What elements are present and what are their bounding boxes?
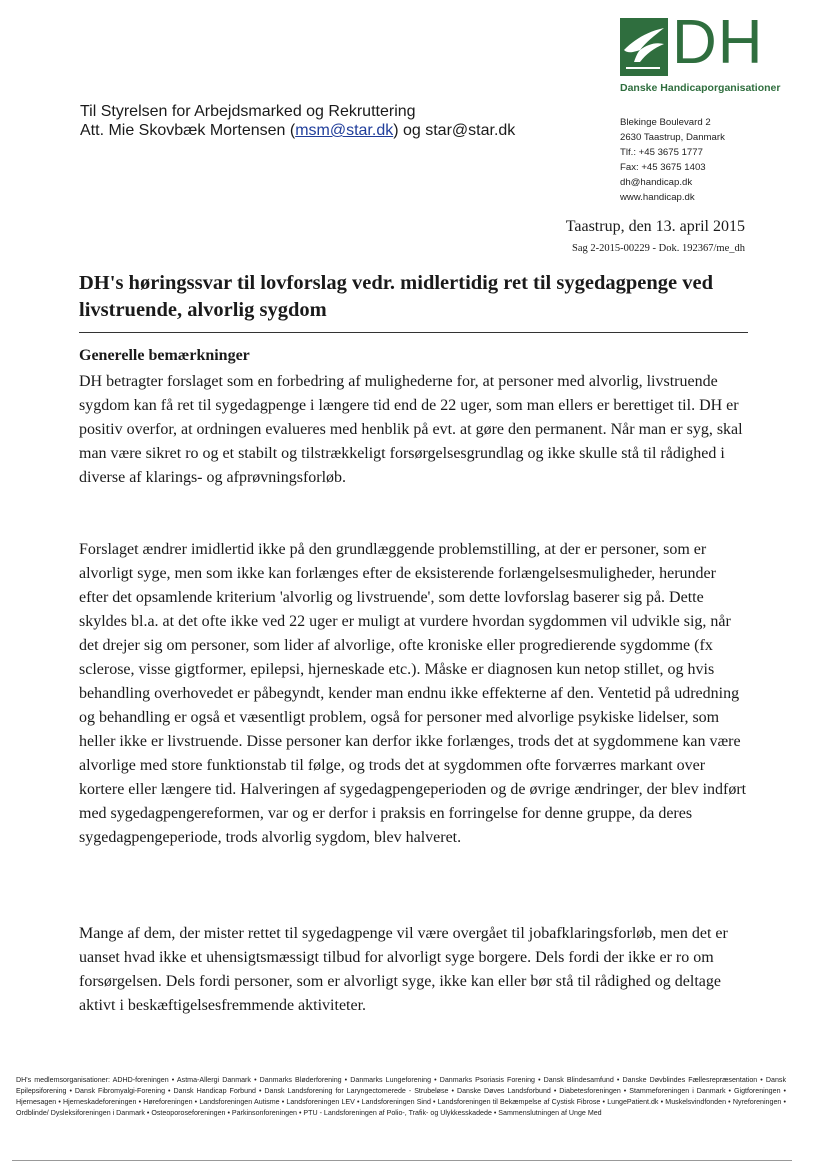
- logo-org-name: Danske Handicaporganisationer: [620, 82, 781, 94]
- recipient-email-link[interactable]: msm@star.dk: [295, 122, 394, 139]
- contact-web: www.handicap.dk: [620, 192, 695, 203]
- section-heading: Generelle bemærkninger: [79, 347, 250, 364]
- member-organisations-footer: DH's medlemsorganisationer: ADHD-foreningen • Astma-Allergi Danmark • Danmarks Bløderforening • Danmarks Lungeforening • Danmarks Psoriasis Forening • Dansk Blindesamfund • Danske Døvblindes Fællesrepræsentation • Dansk Epilepsiforening • Dansk Fibromyalgi-Forening • Dansk Handicap Forbund • Dansk Landsforening for Laryngectomerede - Strubeløse • Danske Døves Landsforbund • Diabetesforeningen • Stammeforeningen i Danmark • Gigtforeningen • Hjernesagen • Hjerneskadeforeningen • Høreforeningen • Landsforeningen Autisme • Landsforeningen LEV • Landsforeningen Sind • Landsforeningen til Bekæmpelse af Cystisk Fibrose • LungePatient.dk • Muskelsvindfonden • Nyreforeningen • Ordblinde/ Dysleksiforeningen i Danmark • Osteoporoseforeningen • Parkinsonforeningen • PTU - Landsforeningen af Polio-, Trafik- og Ulykkesskadede • Sammenslutningen af Unge Med: [16, 1076, 786, 1117]
- case-reference: Sag 2-2015-00229 - Dok. 192367/me_dh: [572, 243, 745, 254]
- logo-letters: DH: [672, 8, 764, 77]
- recipient-line-2-prefix: Att. Mie Skovbæk Mortensen (: [80, 122, 296, 139]
- body-paragraph-1: DH betragter forslaget som en forbedring af mulighederne for, at personer med alvorlig, livstruende sygdom kan få ret til sygedagpenge i længere tid end de 22 uger, som man ellers er berettiget til. DH er positiv overfor, at ordningen evalueres med henblik på evt. at gøre den permanent. Når man er syg, skal man være sikret ro og et stabilt og tilstrækkeligt forsørgelsesgrundlag og ikke skulle stå til rådighed i diverse af klarings- og afprøvningsforløb.: [79, 373, 743, 486]
- recipient-line-1: Til Styrelsen for Arbejdsmarked og Rekruttering: [80, 103, 416, 120]
- recipient-line-2: [80, 121, 515, 140]
- logo-mark-icon: [620, 18, 668, 76]
- letter-date: Taastrup, den 13. april 2015: [565, 218, 745, 235]
- contact-block: [620, 115, 725, 205]
- contact-city: 2630 Taastrup, Danmark: [620, 132, 725, 143]
- contact-fax: Fax: +45 3675 1403: [620, 162, 706, 173]
- body-paragraph-2: Forslaget ændrer imidlertid ikke på den grundlæggende problemstilling, at der er personer, som er alvorligt syge, men som ikke kan forlænges efter de eksisterende forlængelsesmuligheder, herunder efter det opsamlende kriterium 'alvorlig og livstruende', som dette lovforslag baserer sig på. Dette skyldes bl.a. at det ofte ikke ved 22 uger er muligt at vurdere hvordan sygdommen vil udvikle sig, når det drejer sig om personer, som lider af alvorlige, ofte kroniske eller progredierende sygdomme (fx sclerose, visse gigtformer, epilepsi, hjerneskade etc.). Måske er diagnosen kun netop stillet, og hvis behandling overhovedet er påbegyndt, kender man endnu ikke effekterne af den. Ventetid på udredning og behandling er også et væsentligt problem, også for personer med alvorlige psykiske lidelser, som heller ikke er livstruende. Disse personer kan derfor ikke forlænges, trods det at sygdommene kan være alvorlige med store funktionstab til følge, og trods det at sygdommen ofte forværres markant over kortere eller længere tid. Halveringen af sygedagpengeperioden og de øvrige ændringer, der blev indført med sygedagpengereformen, var og er derfor i praksis en forringelse for denne gruppe, da deres sygedagpengeperiode, trods alvorlig sygdom, blev halveret.: [79, 541, 747, 846]
- recipient-block: [80, 102, 515, 140]
- contact-phone: Tlf.: +45 3675 1777: [620, 147, 703, 158]
- contact-address: Blekinge Boulevard 2: [620, 117, 711, 128]
- contact-email: dh@handicap.dk: [620, 177, 693, 188]
- recipient-line-2-suffix: ) og star@star.dk: [393, 122, 516, 139]
- title-divider: [79, 332, 748, 333]
- footer-divider: [12, 1160, 792, 1161]
- document-title: DH's høringssvar til lovforslag vedr. midlertidig ret til sygedagpenge ved livstruende, alvorlig sygdom: [79, 272, 713, 321]
- body-paragraph-3: Mange af dem, der mister rettet til sygedagpenge vil være overgået til jobafklaringsforløb, men det er uanset hvad ikke et uhensigtsmæssigt tilbud for alvorligt syge borgere. Dels fordi der ikke er ro om forsørgelsen. Dels fordi personer, som er alvorligt syge, ikke kan eller bør stå til rådighed og deltage aktivt i beskæftigelsesfremmende aktiviteter.: [79, 925, 728, 1014]
